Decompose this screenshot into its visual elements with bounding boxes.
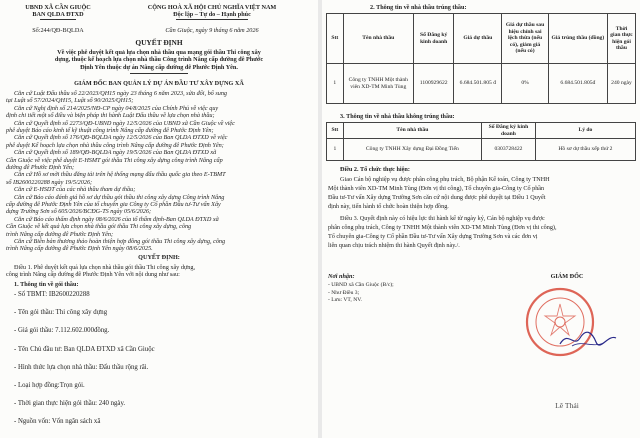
agency-line-2: BAN QLDA ĐTXD xyxy=(32,11,84,18)
winner-header-reg: Số Đăng ký kinh doanh xyxy=(414,14,454,64)
signature-icon xyxy=(558,328,618,350)
winner-cell-name: Công ty TNHH Một thành viên XD-TM Minh Tùng xyxy=(343,64,413,104)
section1-heading: 1. Thông tin về gói thầu: xyxy=(14,281,79,288)
loser-header-reason: Lý do xyxy=(535,123,635,139)
signer-name: Lê Thái xyxy=(555,401,579,410)
basis-line: trình Nâng cấp đường đê Phước Định Yên; xyxy=(6,230,114,238)
article3-line: Tổ chuyên gia-Công ty Cổ phần Đầu tư-Tư vấn Xây dựng Trường Sơn và các đơn vị xyxy=(328,233,538,240)
basis-line: Căn cứ Quyết định số 189/QĐ-BQLDA ngày 19/5/2026 của Ban QLDA ĐTXD xã xyxy=(14,149,217,157)
basis-line: Căn cứ Luật Đấu thầu số 22/2023/QH15 ngày 23 tháng 6 năm 2023, sửa đổi, bổ sung xyxy=(14,90,228,97)
article3-line: phân công phụ trách, Công ty TNHH Một thành viên XD-TM Minh Tùng (Đơn vị thi công), xyxy=(328,224,557,231)
loser-header-reg: Số Đăng ký kinh doanh xyxy=(482,123,536,139)
basis-line: Căn cứ Biên bản thương thảo hoàn thiện hợp đồng gói thầu Thi công xây dựng, công xyxy=(14,238,226,245)
signer-title: GIÁM ĐỐC xyxy=(550,273,584,280)
list-item: - Tên gói thầu: Thi công xây dựng xyxy=(14,309,108,317)
article1-line-1: Điều 1. Phê duyệt kết quả lựa chọn nhà thầu gói thầu Thi công xây dựng, xyxy=(14,264,196,271)
list-item: - Thời gian thực hiện gói thầu: 240 ngày. xyxy=(14,400,126,408)
article2-line: Một thành viên XD-TM Minh Tùng (Đơn vị thi công), Tổ chuyên gia-Công ty Cổ phần xyxy=(328,185,545,192)
list-item: - Tên Chủ đầu tư: Ban QLDA ĐTXD xã Cần Giuộc xyxy=(14,345,155,353)
nation-line-1: CỘNG HOÀ XÃ HỘI CHỦ NGHĨA VIỆT NAM xyxy=(147,4,277,11)
basis-line: tại Luật số 57/2024/QH15, Luật số 90/2025/QH15; xyxy=(6,97,134,105)
doc-type: QUYẾT ĐỊNH xyxy=(135,38,183,47)
basis-line: đường đê Phước Định Yên; xyxy=(6,164,74,171)
loser-cell-stt: 1 xyxy=(327,139,344,161)
basis-line: Căn cứ Nghị định số 214/2025/NĐ-CP ngày 04/8/2025 của Chính Phủ về việc quy xyxy=(14,104,219,112)
basis-line: Căn cứ Quyết định số 2273/QĐ-UBND ngày 12/5/2026 của UBND xã Cần Giuộc về việc xyxy=(14,119,235,127)
decides-heading: QUYẾT ĐỊNH: xyxy=(138,254,180,261)
winner-cell-stt: 1 xyxy=(327,64,344,104)
basis-line: Căn cứ E-HSDT của các nhà thầu tham dự thầu; xyxy=(14,186,136,194)
winner-cell-award: 6.684.501.805đ xyxy=(548,64,607,104)
authority: GIÁM ĐỐC BAN QUẢN LÝ DỰ ÁN ĐẦU TƯ XÂY DỰNG XÃ xyxy=(74,80,244,87)
list-item: - Giá gói thầu: 7.112.602.000đồng. xyxy=(14,327,110,335)
loser-header-name: Tên nhà thầu xyxy=(343,123,481,139)
place-date: Cần Giuộc, ngày 9 tháng 6 năm 2026 xyxy=(165,27,259,34)
basis-line: định chi tiết một số điều và biện pháp thi hành Luật Đấu thầu về lựa chọn nhà thầu; xyxy=(6,112,215,120)
winner-cell-adjusted: 0% xyxy=(502,64,548,104)
decision-page-2 xyxy=(322,0,640,438)
article2-line: định này, tiến hành tổ chức hoàn thiện hợp đồng. xyxy=(328,203,449,210)
article2-heading: Điều 2. Tổ chức thực hiện: xyxy=(340,166,410,173)
winner-header-name: Tên nhà thầu xyxy=(343,14,413,64)
subject-line-3: Định Yên thuộc dự án Nâng cấp đường đê Phước Định Yên. xyxy=(80,63,238,71)
agency-line-1: UBND XÃ CẦN GIUỘC xyxy=(25,4,91,11)
loser-header-stt: Stt xyxy=(327,123,344,139)
section2-heading: 2. Thông tin về nhà thầu trúng thầu: xyxy=(370,4,467,11)
winner-header-duration: Thời gian thực hiện gói thầu xyxy=(608,14,636,64)
basis-line: Căn cứ Báo cáo đánh giá hồ sơ dự thầu gói thầu thi công xây dựng Công trình Nâng xyxy=(14,193,225,201)
doc-number: Số:244/QĐ-BQLDA xyxy=(32,27,84,34)
article2-line: Giao Cán bộ nghiệp vụ được phân công phụ trách, Bộ phận Kế toán, Công ty TNHH xyxy=(340,176,550,183)
loser-cell-name: Công ty TNHH Xây dựng Đại Đồng Tiến xyxy=(343,139,481,161)
loser-cell-reason: Hồ sơ dự thầu xếp thứ 2 xyxy=(535,139,635,161)
winner-table xyxy=(326,13,636,104)
basis-line: Cần Giuộc về kết quả lựa chọn nhà thầu gói thầu Thi công xây dựng, công xyxy=(6,223,192,231)
recipient-item: - Lưu: VT, NV. xyxy=(328,297,362,304)
list-item: - Nguồn vốn: Vốn ngân sách xã xyxy=(14,418,101,426)
nation-line-2: Độc lập – Tự do – Hạnh phúc xyxy=(173,11,251,18)
list-item: - Số TBMT: IB2600220288 xyxy=(14,291,90,298)
winner-cell-duration: 240 ngày xyxy=(608,64,636,104)
winner-header-award: Giá trúng thầu (đồng) xyxy=(548,14,607,64)
decision-page-1 xyxy=(0,0,318,438)
winner-header-adjusted: Giá dự thầu sau hiệu chỉnh sai lệch thừa (nếu có), giảm giá (nếu có) xyxy=(502,14,548,64)
basis-line: số IB2600220288 ngày 19/5/2026; xyxy=(6,178,93,186)
winner-header-stt: Stt xyxy=(327,14,344,64)
list-item: - Hình thức lựa chọn nhà thầu: Đấu thầu rộng rãi. xyxy=(14,363,149,371)
loser-cell-reg: 0303728422 xyxy=(482,139,536,161)
agency-underline xyxy=(40,19,76,20)
loser-table xyxy=(326,122,636,161)
winner-cell-reg: 1100929622 xyxy=(414,64,454,104)
article1-line-2: công trình Nâng cấp đường đê Phước Định Yên với nội dung như sau: xyxy=(6,271,180,279)
subject-underline xyxy=(130,73,188,74)
basis-line: Cần Giuộc về việc phê duyệt E-HSMT gói thầu Thi công xây dựng công trình Nâng cấp xyxy=(6,156,223,164)
basis-line: Căn cứ Báo cáo thẩm định ngày 08/6/2026 của tổ thẩm định-Ban QLDA ĐTXD xã xyxy=(14,215,219,223)
recipient-item: - Như Điều 3; xyxy=(328,289,360,296)
winner-header-bid: Giá dự thầu xyxy=(454,14,502,64)
article3-line: liên quan chịu trách nhiệm thi hành Quyết định này./. xyxy=(328,242,460,249)
article2-line: Đầu tư-Tư vấn Xây dựng Trường Sơn căn cứ nội dung được phê duyệt tại Điều 1 Quyết xyxy=(328,194,546,201)
basis-line: Căn cứ Quyết định số 176/QĐ-BQLDA ngày 12/5/2026 của Ban QLDA ĐTXD về việc xyxy=(14,134,228,142)
basis-line: Căn cứ Hồ sơ mời thầu đăng tải trên hệ thống mạng đấu thầu quốc gia theo E-TBMT xyxy=(14,171,226,179)
table-row xyxy=(327,64,636,104)
table-row xyxy=(327,139,636,161)
section3-heading: 3. Thông tin về nhà thầu không trúng thầu: xyxy=(340,113,455,120)
nation-underline xyxy=(176,19,248,20)
basis-line: cấp đường đê Phước Định Yên của tổ chuyên gia Công ty Cổ phần Đầu tư-Tư vấn Xây xyxy=(6,201,221,208)
list-item: - Loại hợp đồng:Trọn gói. xyxy=(14,382,85,389)
subject-line-1: Về việc phê duyệt kết quả lựa chọn nhà thầu qua mạng gói thầu Thi công xây xyxy=(57,49,261,56)
subject-line-2: dựng, thuộc kế hoạch lựa chọn nhà thầu Công trình Nâng cấp đường đê Phước xyxy=(54,56,264,64)
basis-line: phê duyệt Báo cáo kinh tế kỹ thuật công trình Nâng cấp đường đê Phước Định Yên; xyxy=(6,127,214,134)
basis-line: dựng Trường Sơn số 605/2026/BCĐG-TS ngày 05/6/2026; xyxy=(6,208,152,216)
recipient-item: - UBND xã Cần Giuộc (B/c); xyxy=(328,282,394,288)
basis-line: phê duyệt Kế hoạch lựa chọn nhà thầu công trình Nâng cấp đường đê Phước Định Yên; xyxy=(6,141,224,149)
winner-cell-bid: 6.684.501.805 đ xyxy=(454,64,502,104)
recipients-heading: Nơi nhận: xyxy=(328,273,355,280)
basis-line: trình Nâng cấp đường đê Phước Định Yên ngày 08/6/2025. xyxy=(6,245,153,253)
article3-line: Điều 3. Quyết định này có hiệu lực thi hành kể từ ngày ký, Cán bộ nghiệp vụ được xyxy=(340,215,545,222)
